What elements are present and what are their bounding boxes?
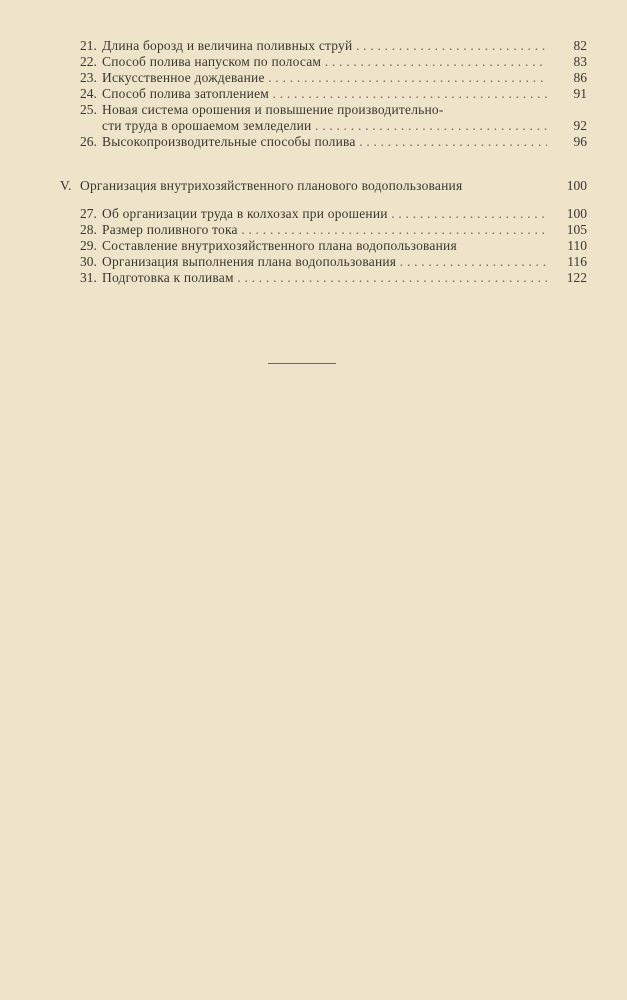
toc-entry-26 <box>80 134 587 150</box>
entry-page: 96 <box>573 134 587 149</box>
section-title: Организация внутрихозяйственного планового водопользования <box>80 178 463 193</box>
entry-number: 29. <box>80 238 97 253</box>
entry-title: Об организации труда в колхозах при орошении . . . <box>102 206 547 222</box>
entry-page: 100 <box>566 206 587 221</box>
entry-title: Подготовка к поливам . . . <box>102 270 547 286</box>
entry-title: Способ полива затоплением . . . <box>102 86 547 102</box>
entry-title: Длина борозд и величина поливных струй . . . <box>102 38 547 54</box>
toc-entry-25 <box>80 102 587 118</box>
entry-page: 110 <box>567 238 587 253</box>
entry-title: Новая система орошения и повышение производительно- <box>102 102 444 117</box>
entry-number: 28. <box>80 222 97 237</box>
toc-entry-31 <box>80 270 587 286</box>
toc-entry-24 <box>80 86 587 102</box>
toc-entry-29 <box>80 238 587 254</box>
end-separator-rule <box>268 363 336 364</box>
entry-title-continuation: сти труда в орошаемом земледелии . . . <box>102 118 547 134</box>
entry-page: 92 <box>573 118 587 133</box>
entry-number: 30. <box>80 254 97 269</box>
entry-title: Размер поливного тока . . . <box>102 222 547 238</box>
toc-entry-30 <box>80 254 587 270</box>
entry-page: 105 <box>566 222 587 237</box>
toc-entry-23 <box>80 70 587 86</box>
entry-number: 21. <box>80 38 97 53</box>
entry-title: Составление внутрихозяйственного плана водопользования <box>102 238 457 253</box>
toc-section-v <box>60 178 587 194</box>
entry-page: 82 <box>573 38 587 53</box>
entry-number: 24. <box>80 86 97 101</box>
toc-entry-21 <box>80 38 587 54</box>
entry-page: 83 <box>573 54 587 69</box>
entry-number: 25. <box>80 102 97 117</box>
entry-page: 86 <box>573 70 587 85</box>
entry-page: 122 <box>566 270 587 285</box>
toc-entry-25-cont <box>80 118 587 134</box>
entry-number: 27. <box>80 206 97 221</box>
entry-title: Способ полива напуском по полосам . . . <box>102 54 547 70</box>
entry-title: Организация выполнения плана водопользования . . . <box>102 254 547 270</box>
entry-number: 23. <box>80 70 97 85</box>
entry-title: Искусственное дождевание . . . <box>102 70 547 86</box>
section-number: V. <box>60 178 72 193</box>
entry-number: 26. <box>80 134 97 149</box>
toc-entry-27 <box>80 206 587 222</box>
entry-page: 91 <box>573 86 587 101</box>
entry-title: Высокопроизводительные способы полива . . . <box>102 134 547 150</box>
entry-number: 22. <box>80 54 97 69</box>
entry-page: 116 <box>567 254 587 269</box>
toc-entry-28 <box>80 222 587 238</box>
entry-number: 31. <box>80 270 97 285</box>
section-page: 100 <box>566 178 587 193</box>
toc-entry-22 <box>80 54 587 70</box>
